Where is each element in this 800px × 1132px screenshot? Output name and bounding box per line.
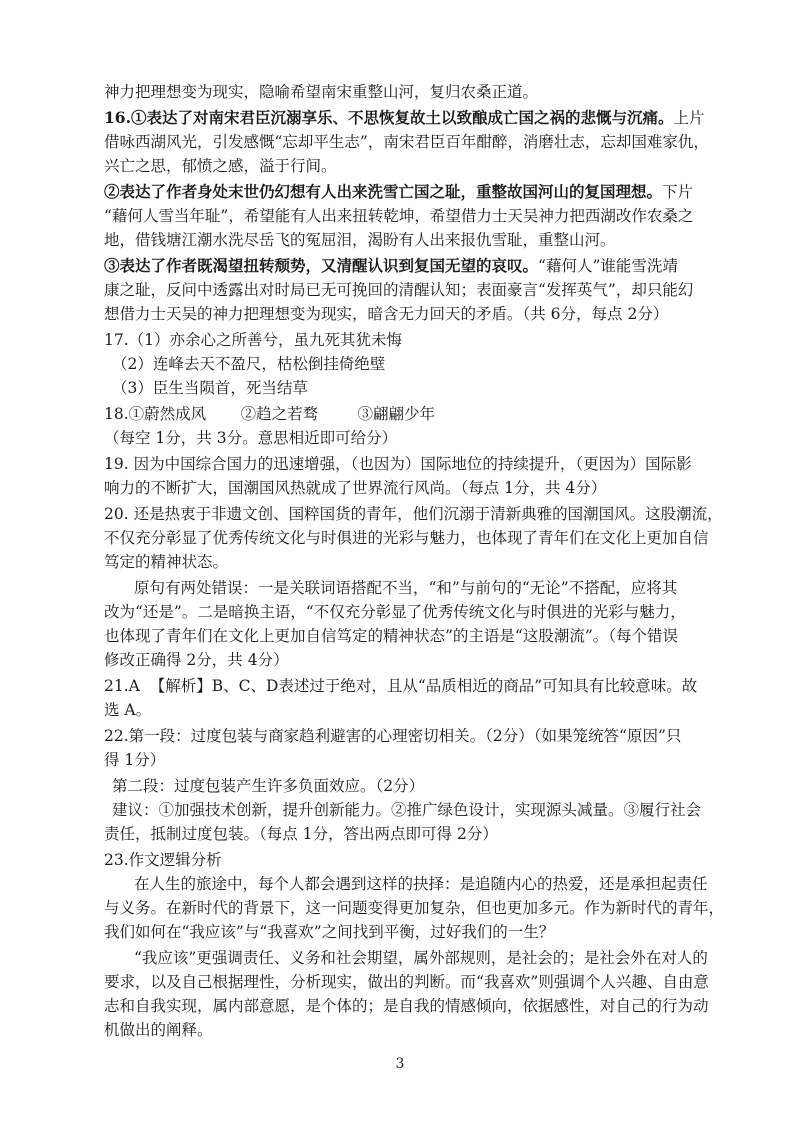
answer-16-point-2: ②表达了作者身处末世仍幻想有人出来洗雪亡国之耻，重整故国河山的复国理想。下片 [104,182,694,201]
text-line: 也体现了青年们在文化上更加自信笃定的精神状态”的主语是“这股潮流”。（每个错误 [104,627,679,645]
answer-21: 21.A 【解析】B、C、D表述过于绝对，且从“品质相近的商品”可知具有比较意味。故 [104,677,698,695]
answer-22-paragraph-2: 第二段：过度包装产生许多负面效应。（2分） [112,777,425,795]
text-line: 地，借钱塘江潮水洗尽岳飞的冤屈泪，渴盼有人出来报仇雪耻，重整山河。 [104,231,616,249]
text-line: 响力的不断扩大，国潮国风热就成了世界流行风尚。（每点 1分，共 4分） [104,479,607,497]
text-line: 康之耻，反问中透露出对时局已无可挽回的清醒认知；表面豪言“发挥英气”，却只能幻 [104,281,694,299]
answer-19: 19. 因为中国综合国力的迅速增强，（也因为）国际地位的持续提升，（更因为）国际影 [104,455,692,473]
text-line: 得 1分） [104,751,166,769]
text-line: 借咏西湖风光，引发感慨“忘却平生志”，南宋君臣百年酣醉，消磨壮志，忘却国难家仇， [104,133,709,151]
scoring-note: （每空 1分，共 3分。意思相近即可给分） [104,429,398,447]
answer-16-point-3: ③表达了作者既渴望扭转颓势，又清醒认识到复国无望的哀叹。“藉何人”谁能雪洗靖 [104,256,678,275]
answer-22-suggestions: 建议：①加强技术创新，提升创新能力。②推广绿色设计，实现源头减量。③履行社会 [112,801,702,819]
answer-20: 20. 还是热衷于非遗文创、国粹国货的青年，他们沉溺于清新典雅的国潮国风。这股潮流， [104,505,723,523]
answer-23-paragraph-2: “我应该”更强调责任、义务和社会期望，属外部规则，是社会的；是社会外在对人的 [134,949,708,967]
answer-17-item-3: （3）臣生当陨首，死当结草 [112,379,308,397]
text-line: 想借力士天吴的神力把理想变为现实，暗含无力回天的矛盾。（共 6分，每点 2分） [104,305,669,323]
page-number: 3 [395,1056,405,1072]
text-line: 选 A。 [104,701,152,719]
text-line: 改为“还是”。二是暗换主语，“不仅充分彰显了优秀传统文化与时俱进的光彩与魅力， [104,603,686,621]
answer-18: 18.①蔚然成风 ②趋之若骛 ③翩翩少年 [104,405,436,423]
answer-20-explanation: 原句有两处错误：一是关联词语搭配不当，“和”与前句的“无论”不搭配，应将其 [134,579,678,597]
text-line: 责任，抵制过度包装。（每点 1分，答出两点即可得 2分） [104,825,498,843]
answer-23-heading: 23.作文逻辑分析 [104,851,222,869]
text-line: 神力把理想变为现实，隐喻希望南宋重整山河，复归农桑正道。 [104,83,539,101]
text-line: 要求，以及自己根据理性，分析现实，做出的判断。而“我喜欢”则强调个人兴趣、自由意 [104,973,709,991]
answer-22: 22.第一段：过度包装与商家趋利避害的心理密切相关。（2分）（如果笼统答“原因”只 [104,727,682,745]
text-line: 我们如何在“我应该”与“我喜欢”之间找到平衡，过好我们的一生？ [104,923,555,941]
text-line: 志和自我实现，属内部意愿，是个体的；是自我的情感倾向，依据感性，对自己的行为动 [104,997,709,1015]
answer-16-point-1: 16.①表达了对南宋君臣沉溺享乐、不思恢复故土以致酿成亡国之祸的悲慨与沉痛。上片 [104,108,705,127]
answer-17-item-2: （2）连峰去天不盈尺，枯松倒挂倚绝壁 [112,355,386,373]
text-line: 与义务。在新时代的背景下，这一问题变得更加复杂，但也更加多元。作为新时代的青年， [104,899,725,917]
answer-23-paragraph-1: 在人生的旅途中，每个人都会遇到这样的抉择：是追随内心的热爱，还是承担起责任 [134,875,708,893]
text-line: “藉何人雪当年耻”，希望能有人出来扭转乾坤，希望借力士天吴神力把西湖改作农桑之 [104,207,694,225]
answer-17-item-1: 17.（1）亦余心之所善兮，虽九死其犹未悔 [104,331,403,349]
text-line: 笃定的精神状态。 [104,553,229,571]
text-line: 不仅充分彰显了优秀传统文化与时俱进的光彩与魅力，也体现了青年们在文化上更加自信 [104,529,709,547]
text-line: 机做出的阐释。 [104,1021,213,1039]
text-line: 修改正确得 2分，共 4分） [104,651,289,669]
text-line: 兴亡之思，郁愤之感，溢于行间。 [104,157,337,175]
